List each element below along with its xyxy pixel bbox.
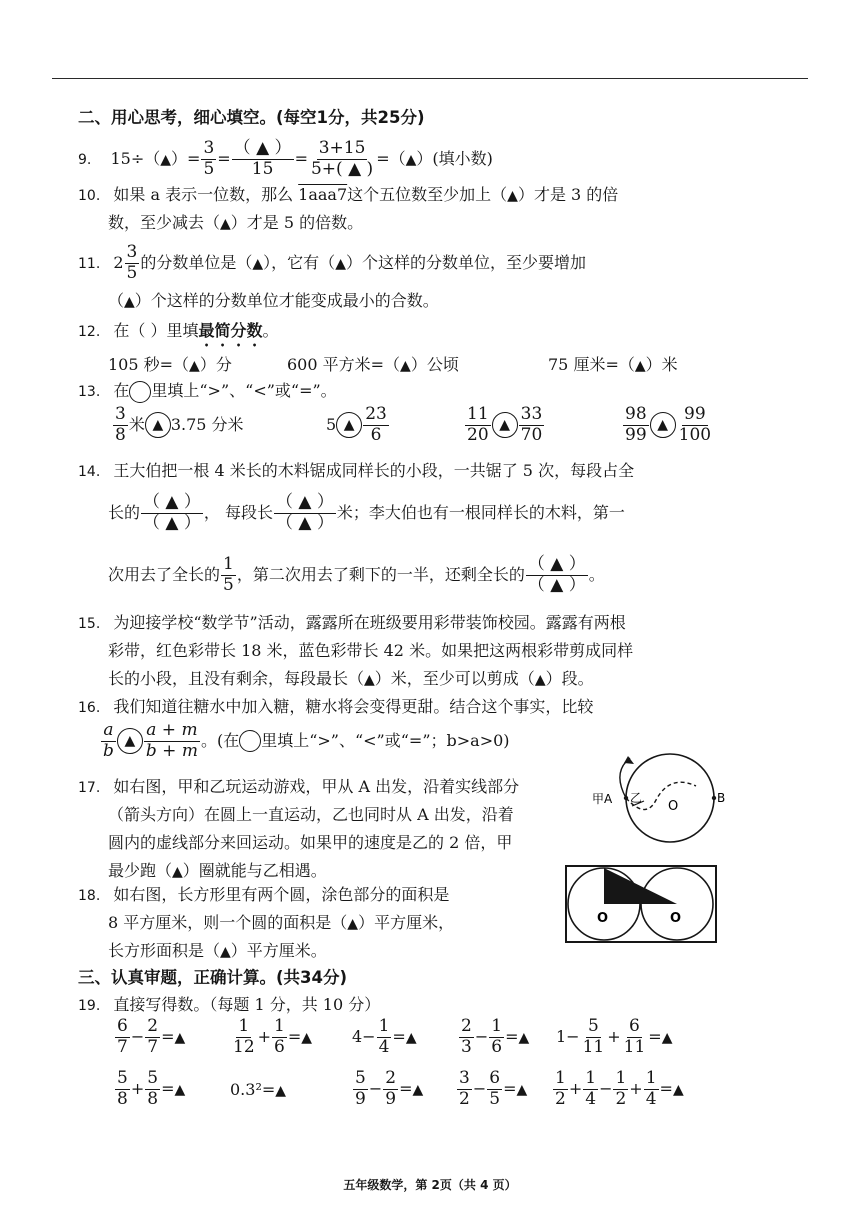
arrow-path: [620, 758, 630, 798]
compare-circle-blank[interactable]: ▲: [145, 412, 171, 438]
question-14-line-1: 14. 王大伯把一根 4 米长的木料锯成同样长的小段，一共锯了 5 次，每段占全: [78, 461, 635, 480]
question-number: 11.: [78, 255, 101, 272]
question-11-line-1: 11. 2 $\frac{3}{5}$ 的分数单位是（▲），它有（▲）个这样的分数单位，至少要增加: [78, 242, 586, 283]
circle-track-figure: [590, 750, 730, 850]
calc-1-1: $\frac{6}{7}$ − $\frac{2}{7}$ =▲: [117, 1016, 186, 1057]
question-17-line-1: 17. 如右图，甲和乙玩运动游戏，甲从 A 出发，沿着实线部分: [78, 777, 520, 796]
arrowhead-icon: [624, 756, 634, 764]
fraction-with-blank[interactable]: $\frac{( ▲ )}{( ▲ )}$: [527, 554, 586, 595]
label-o-left: O: [597, 911, 609, 926]
answer-blank-triangle[interactable]: ▲: [275, 1083, 287, 1099]
section-2-title: 二、用心思考，细心填空。(每空1分，共25分): [78, 108, 425, 127]
compare-item-4: $\frac{98}{99}$ ▲ $\frac{99}{100}$: [625, 404, 712, 445]
answer-blank-triangle[interactable]: ▲: [672, 1081, 684, 1098]
question-19-title: 19. 直接写得数。（每题 1 分，共 10 分）: [78, 995, 381, 1014]
point-b: [712, 796, 716, 800]
answer-blank-triangle[interactable]: ▲: [405, 151, 417, 168]
label-o-right: O: [670, 911, 682, 926]
compare-circle-blank[interactable]: ▲: [650, 412, 676, 438]
question-number: 16.: [78, 700, 101, 716]
answer-blank-triangle[interactable]: ▲: [220, 216, 231, 232]
shaded-triangle: [604, 868, 677, 904]
answer-blank-triangle[interactable]: ▲: [301, 1029, 313, 1046]
answer-blank-triangle[interactable]: ▲: [347, 916, 359, 932]
question-12-item-1: 105 秒=（▲）分: [108, 355, 232, 374]
answer-blank-triangle[interactable]: ▲: [516, 1081, 528, 1098]
rectangle-circles-figure: [564, 864, 718, 944]
answer-blank-triangle[interactable]: ▲: [518, 1029, 530, 1046]
question-10-line-2: 数，至少减去（▲）才是 5 的倍数。: [108, 213, 364, 232]
section-3-title: 三、认真审题，正确计算。(共34分): [78, 968, 348, 987]
question-15-line-1: 15. 为迎接学校“数学节”活动，露露所在班级要用彩带装饰校园。露露有两根: [78, 613, 626, 632]
answer-blank-triangle[interactable]: ▲: [174, 1081, 186, 1098]
question-16-line-1: 16. 我们知道往糖水中加入糖，糖水将会变得更甜。结合这个事实，比较: [78, 697, 594, 716]
question-12: 12. 在（ ）里填最简分数。: [78, 321, 279, 340]
question-17-line-3: 圆内的虚线部分来回运动。如果甲的速度是乙的 2 倍，甲: [108, 833, 513, 852]
question-18-line-2: 8 平方厘米，则一个圆的面积是（▲）平方厘米，: [108, 913, 455, 932]
answer-blank-triangle[interactable]: ▲: [405, 1029, 417, 1046]
question-number: 18.: [78, 888, 101, 904]
answer-blank-triangle[interactable]: ▲: [400, 358, 411, 374]
answer-blank-triangle[interactable]: ▲: [220, 944, 231, 960]
question-9: 9. 15÷（▲）= $\frac{3}{5}$ = $\frac{( ▲ )}{15}$ = $\frac{3+15}{5+( ▲ )}$ =（▲）(填小数): [78, 138, 493, 179]
page-footer: 五年级数学，第 2页（共 4 页）: [343, 1178, 517, 1192]
question-12-item-3: 75 厘米=（▲）米: [548, 355, 678, 374]
question-10-line-1: 10. 如果 a 表示一位数，那么 1aaa7这个五位数至少加上（▲）才是 3 的倍: [78, 185, 619, 204]
question-17-line-2: （箭头方向）在圆上一直运动，乙也同时从 A 出发，沿着: [108, 805, 514, 824]
question-15-line-2: 彩带，红色彩带长 18 米，蓝色彩带长 42 米。如果把这两根彩带剪成同样: [108, 641, 634, 660]
answer-blank-triangle[interactable]: ▲: [174, 1029, 186, 1046]
answer-blank-triangle[interactable]: ▲: [252, 255, 264, 272]
question-17-line-4: 最少跑（▲）圈就能与乙相遇。: [108, 861, 327, 880]
question-number: 17.: [78, 780, 101, 796]
answer-blank-triangle[interactable]: ▲: [507, 188, 518, 204]
question-14-line-3: 次用去了全长的 $\frac{1}{5}$ ，第二次用去了剩下的一半，还剩全长的 $\frac{( ▲ )}{( ▲ )}$ 。: [108, 554, 605, 595]
emphasis-text: 最简分数: [198, 321, 263, 340]
calc-1-4: $\frac{2}{3}$ − $\frac{1}{6}$ =▲: [461, 1016, 530, 1057]
compare-item-3: $\frac{11}{20}$ ▲ $\frac{33}{70}$: [467, 404, 543, 445]
question-number: 10.: [78, 188, 101, 204]
five-digit-number: 1aaa7: [298, 185, 348, 204]
answer-blank-triangle[interactable]: ▲: [172, 864, 183, 880]
fraction-with-blank[interactable]: $\frac{( ▲ )}{( ▲ )}$: [143, 492, 201, 533]
compare-circle-blank[interactable]: ▲: [336, 412, 362, 438]
answer-blank-triangle[interactable]: ▲: [124, 294, 135, 310]
calc-2-1: $\frac{5}{8}$ + $\frac{5}{8}$ =▲: [117, 1068, 186, 1109]
question-number: 9.: [78, 151, 92, 168]
question-number: 14.: [78, 464, 101, 480]
question-number: 13.: [78, 384, 101, 400]
fraction-with-blank[interactable]: $\frac{( ▲ )}{( ▲ )}$: [276, 492, 334, 533]
question-12-item-2: 600 平方米=（▲）公顷: [287, 355, 459, 374]
compare-circle-blank[interactable]: ▲: [492, 412, 518, 438]
label-center-o: O: [668, 799, 679, 814]
calc-1-2: $\frac{1}{12}$ + $\frac{1}{6}$ =▲: [233, 1016, 313, 1057]
calc-2-5: $\frac{1}{2}$ + $\frac{1}{4}$ − $\frac{1}{2}$ + $\frac{1}{4}$ =▲: [555, 1068, 684, 1109]
question-number: 12.: [78, 324, 101, 340]
calc-2-4: $\frac{3}{2}$ − $\frac{6}{5}$ =▲: [459, 1068, 528, 1109]
question-18-line-1: 18. 如右图，长方形里有两个圆，涂色部分的面积是: [78, 885, 450, 904]
fraction-with-blank[interactable]: $\frac{3+15}{5+( ▲ )}$: [310, 138, 374, 179]
question-15-line-3: 长的小段，且没有剩余，每段最长（▲）米，至少可以剪成（▲）段。: [108, 669, 594, 688]
answer-blank-triangle[interactable]: ▲: [189, 358, 200, 374]
calc-2-3: $\frac{5}{9}$ − $\frac{2}{9}$ =▲: [355, 1068, 424, 1109]
answer-blank-triangle[interactable]: ▲: [335, 255, 346, 272]
answer-blank-triangle[interactable]: ▲: [661, 1029, 673, 1046]
answer-blank-triangle[interactable]: ▲: [534, 672, 546, 688]
question-16-line-2: $\frac{a}{b}$ ▲ $\frac{a + m}{b + m}$ 。(在 里填上“>”、“<”或“=”；b>a>0): [103, 720, 510, 761]
question-11-line-2: （▲）个这样的分数单位才能变成最小的合数。: [108, 291, 439, 310]
compare-circle-blank[interactable]: ▲: [117, 728, 143, 754]
empty-circle-icon: [129, 381, 151, 403]
question-18-line-3: 长方形面积是（▲）平方厘米。: [108, 941, 327, 960]
compare-item-2: 5 ▲ $\frac{23}{6}$: [326, 404, 387, 445]
answer-blank-triangle[interactable]: ▲: [634, 358, 646, 374]
label-b: B: [717, 791, 726, 805]
header-rule: [52, 78, 808, 79]
fraction: $\frac{3}{5}$: [126, 242, 138, 283]
question-number: 19.: [78, 998, 101, 1014]
fraction-with-blank[interactable]: $\frac{( ▲ )}{15}$: [233, 138, 292, 179]
label-yi: 乙: [630, 791, 643, 805]
question-14-line-2: 长的 $\frac{( ▲ )}{( ▲ )}$ ， 每段长 $\frac{( ▲ )}{( ▲ )}$ 米；李大伯也有一根同样长的木料，第一: [108, 492, 625, 533]
empty-circle-icon: [239, 730, 261, 752]
calc-1-3: 4− $\frac{1}{4}$ =▲: [352, 1016, 417, 1057]
answer-blank-triangle[interactable]: ▲: [364, 672, 375, 688]
label-jia-a: 甲A: [592, 792, 613, 806]
question-13: 13. 在 里填上“>”、“<”或“=”。: [78, 378, 337, 403]
question-number: 15.: [78, 616, 101, 632]
answer-blank-triangle[interactable]: ▲: [412, 1081, 424, 1098]
fraction: $\frac{3}{5}$: [203, 138, 215, 179]
calc-1-5: 1− $\frac{5}{11}$ + $\frac{6}{11}$ =▲: [556, 1016, 673, 1057]
calc-2-2: 0.3²=▲: [230, 1080, 287, 1099]
point-a: [624, 796, 628, 800]
answer-blank-triangle[interactable]: ▲: [160, 151, 172, 168]
compare-item-1: $\frac{3}{8}$ 米 ▲ 3.75 分米: [115, 404, 244, 445]
